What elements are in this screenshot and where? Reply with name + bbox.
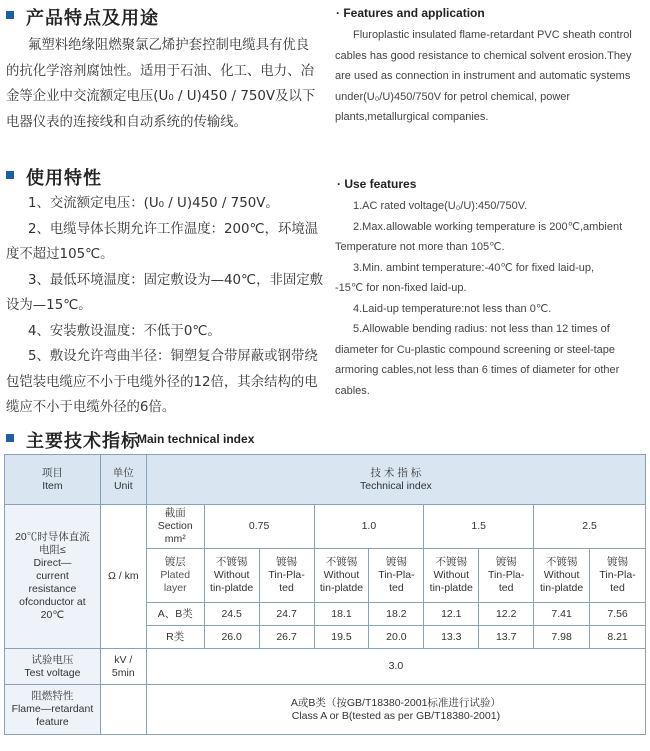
use-title-en: · Use features [337, 177, 417, 191]
table-cell: 13.3 [424, 626, 479, 649]
table-row [5, 505, 646, 549]
table-cell: 18.1 [314, 603, 369, 626]
section-value: 2.5 [534, 505, 646, 549]
cell-line: 不镀锡 [545, 556, 578, 568]
table-cell: 7.98 [534, 626, 590, 649]
use-line: 包铠装电缆应不小于电缆外径的12倍，其余结构的电 [6, 374, 318, 390]
table-cell: 7.56 [590, 603, 646, 626]
use-line: 度不超过105℃。 [6, 247, 114, 262]
use-line-en: 1.AC rated voltage(U₀/U):450/750V. [353, 200, 528, 212]
resistance-label-line: current [36, 570, 69, 582]
test-voltage-label [5, 649, 101, 685]
cell-line: tin-platde [319, 582, 364, 594]
features-line-en: plants,metallurgical companies. [335, 111, 489, 123]
section-value: 1.5 [424, 505, 534, 549]
row-label: R类 [146, 626, 204, 649]
tech-header-cn: 技 术 指 标 [370, 466, 422, 479]
resistance-label-line: Direct— [33, 557, 72, 569]
use-line-en: diameter for Cu-plastic compound screening or steel-tape [335, 343, 616, 356]
table-cell: 7.41 [534, 603, 590, 626]
table-cell: 18.2 [369, 603, 424, 626]
item-header-en: Item [42, 479, 63, 492]
plated-label [146, 549, 204, 603]
section-label-line: mm² [164, 533, 186, 545]
flame-label-line: feature [36, 716, 69, 728]
test-voltage-label-en: Test voltage [24, 666, 81, 679]
section-label-line: Section [157, 520, 193, 532]
table-cell: 12.2 [479, 603, 534, 626]
use-line: 设为—15℃。 [6, 298, 92, 313]
cell-line: 镀锡 [495, 556, 517, 568]
tin-plated-cell [259, 549, 314, 603]
test-voltage-label-cn: 试验电压 [31, 653, 74, 666]
use-line: 2、电缆导体长期允许工作温度：200℃，环境温 [28, 221, 319, 237]
flame-label-line: Flame—retardant [11, 703, 94, 715]
features-line-en: are used as connection in instrument and automatic systems [335, 70, 631, 82]
table-cell: 20.0 [369, 626, 424, 649]
features-text-en [335, 25, 645, 128]
section-marker-icon [6, 11, 14, 19]
technical-index-table [4, 454, 646, 735]
use-text-en [335, 196, 645, 401]
resistance-label-line: resistance [28, 583, 77, 595]
use-line-en: 2.Max.allowable working temperature is 200℃,ambient [353, 220, 623, 233]
section-marker-icon [6, 434, 14, 442]
cell-line: Tin-Pla- [488, 569, 525, 581]
flame-value-en: Class A or B(tested as per GB/T18380-2001) [291, 709, 501, 722]
use-line: 1、交流额定电压：(U₀ / U)450 / 750V。 [28, 196, 279, 211]
without-tin-cell [204, 549, 259, 603]
plated-label-line: 镀层 [164, 556, 186, 568]
cell-line: Tin-Pla- [378, 569, 415, 581]
cell-line: tin-platde [539, 582, 584, 594]
use-line-en: 3.Min. ambint temperature:-40℃ for fixed laid-up, [353, 261, 595, 274]
use-line-en: cables. [335, 384, 370, 397]
table-cell: 13.7 [479, 626, 534, 649]
table-header-row [5, 455, 646, 505]
cell-line: ted [498, 582, 514, 594]
use-line: 3、最低环境温度：固定敷设为—40℃，非固定敷 [28, 272, 324, 288]
unit-header-en: Unit [113, 479, 133, 492]
table-cell: 8.21 [590, 626, 646, 649]
tin-plated-cell [590, 549, 646, 603]
features-line-en: Fluroplastic insulated flame-retardant PVC sheath control [353, 29, 632, 41]
without-tin-cell [534, 549, 590, 603]
features-line: 的抗化学溶剂腐蚀性。适用于石油、化工、电力、冶 [6, 63, 314, 79]
cell-line: Without [543, 569, 580, 581]
use-line-en: armoring cables,not less than 6 times of diameter for other [335, 364, 620, 376]
use-text-cn [6, 191, 324, 421]
features-line-en: under(U₀/U)450/750V for petrol chemical, power [335, 90, 571, 103]
cell-line: 不镀锡 [215, 556, 248, 568]
section-marker-icon [6, 171, 14, 179]
cell-line: Without [213, 569, 250, 581]
row-label: A、B类 [146, 603, 204, 626]
use-line: 缆应不小于电缆外径的6倍。 [6, 400, 176, 415]
tech-title-en: Main technical index [137, 432, 255, 446]
test-voltage-value: 3.0 [146, 649, 645, 685]
cell-line: 镀锡 [385, 556, 407, 568]
flame-label-line: 阻燃特性 [31, 690, 74, 702]
features-line: 电器仪表的连接线和自动系统的传输线。 [6, 114, 248, 130]
resistance-label-line: 20℃时导体直流 [15, 531, 90, 543]
test-voltage-unit: kV / 5min [100, 649, 146, 685]
item-header-cn: 项目 [41, 466, 63, 479]
cell-line: ted [279, 582, 294, 594]
features-line: 氟塑料绝缘阻燃聚氯乙烯护套控制电缆具有优良 [28, 38, 310, 53]
cell-line: 不镀锡 [325, 556, 358, 568]
table-cell: 24.7 [259, 603, 314, 626]
flame-retardant-unit [100, 685, 146, 735]
cell-line: tin-platde [210, 582, 254, 594]
features-line-en: cables has good resistance to chemical solvent erosion.They [335, 49, 632, 62]
section-label [146, 505, 204, 549]
table-cell: 24.5 [204, 603, 259, 626]
table-cell: 12.1 [424, 603, 479, 626]
resistance-label-line: 电阻≤ [39, 544, 66, 556]
table-row [5, 649, 646, 685]
without-tin-cell [314, 549, 369, 603]
cell-line: 镀锡 [607, 556, 629, 568]
table-row [5, 685, 646, 735]
section-value: 1.0 [314, 505, 424, 549]
features-line: 金等企业中交流额定电压(U₀ / U)450 / 750V及以下 [6, 89, 316, 104]
flame-value-cn: A或B类（按GB/T18380-2001标准进行试验） [290, 696, 501, 709]
cell-line: Without [323, 569, 360, 581]
use-line: 5、敷设允许弯曲半径：铜塑复合带屏蔽或钢带绕 [28, 349, 318, 364]
use-line-en: 4.Laid-up temperature:not less than 0℃. [353, 302, 552, 315]
without-tin-cell [424, 549, 479, 603]
tin-plated-cell [479, 549, 534, 603]
table-cell: 26.7 [259, 626, 314, 649]
resistance-unit: Ω / km [100, 505, 146, 649]
use-line: 4、安装敷设温度：不低于0℃。 [28, 323, 221, 339]
resistance-label-line: 20℃ [40, 609, 65, 621]
section-value: 0.75 [204, 505, 314, 549]
resistance-label [5, 505, 101, 649]
cell-line: Without [433, 569, 470, 581]
table-cell: 19.5 [314, 626, 369, 649]
use-line-en: Temperature not more than 105℃. [335, 241, 505, 253]
tech-header-en: Technical index [359, 479, 432, 492]
features-title-en: · Features and application [336, 6, 485, 20]
tech-title-cn: 主要技术指标 [26, 431, 140, 452]
section-label-line: 截面 [164, 507, 186, 519]
tech-header [146, 455, 645, 505]
use-line-en: 5.Allowable bending radius: not less than 12 times of [353, 323, 610, 335]
cell-line: Tin-Pla- [268, 569, 305, 581]
use-title-cn: 使用特性 [26, 168, 102, 189]
cell-line: ted [389, 582, 404, 594]
features-text-cn [6, 33, 316, 135]
cell-line: 镀锡 [276, 556, 298, 568]
cell-line: Tin-Pla- [599, 569, 636, 581]
features-title-cn: 产品特点及用途 [26, 8, 159, 29]
item-header [5, 455, 101, 505]
unit-header [100, 455, 146, 505]
table-cell: 26.0 [204, 626, 259, 649]
flame-retardant-label [5, 685, 101, 735]
cell-line: 不镀锡 [435, 556, 468, 568]
tin-plated-cell [369, 549, 424, 603]
plated-label-line: Plated layer [160, 569, 191, 594]
use-line-en: -15℃ for non-fixed laid-up. [335, 282, 467, 294]
cell-line: ted [610, 582, 625, 594]
resistance-label-line: ofconductor at [19, 596, 86, 608]
flame-retardant-value [146, 685, 645, 735]
cell-line: tin-platde [429, 582, 473, 594]
unit-header-cn: 单位 [112, 466, 134, 479]
